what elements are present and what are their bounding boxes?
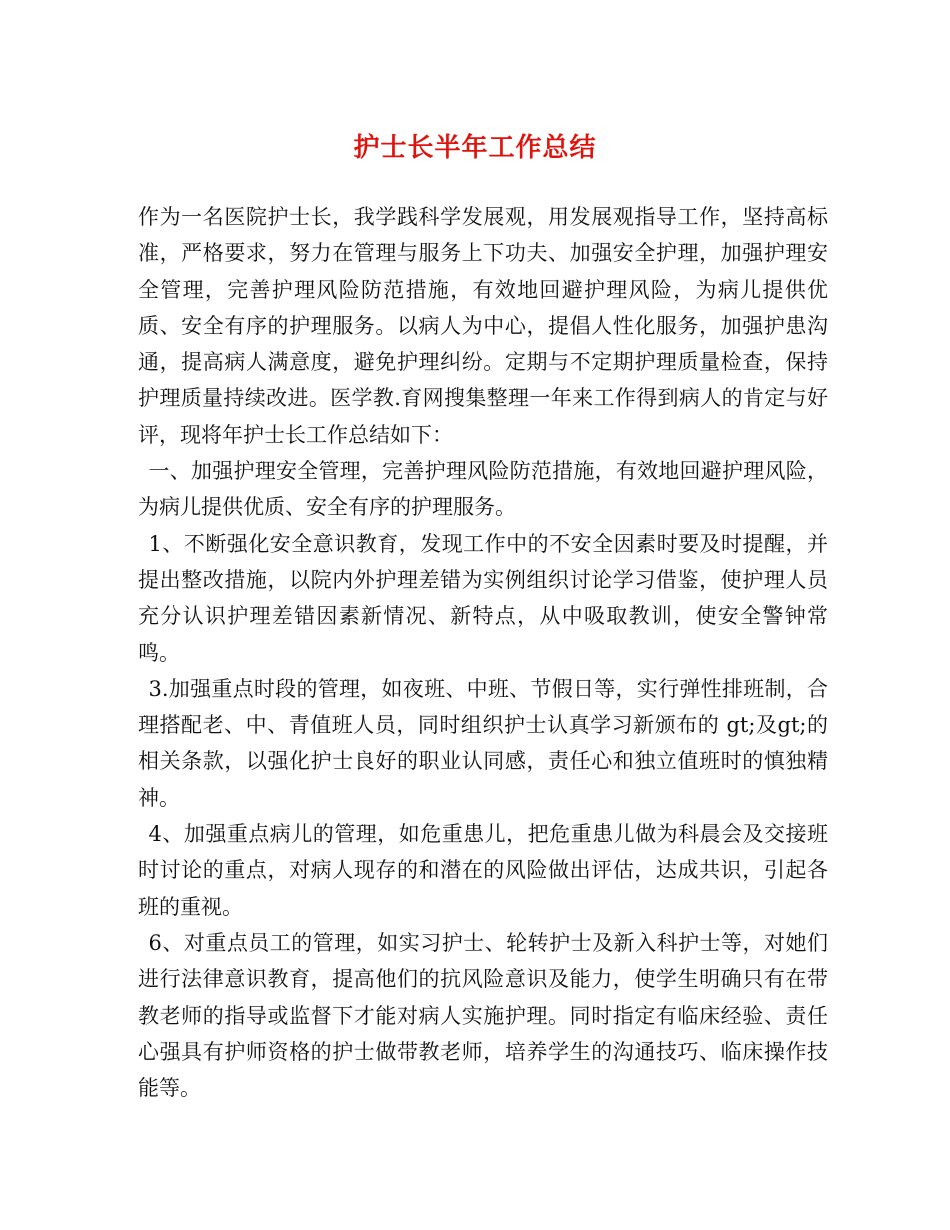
paragraph-section-1: 一、加强护理安全管理，完善护理风险防范措施，有效地回避护理风险，为病儿提供优质、安全有序的护理服务。 [138,459,828,520]
paragraph-item-3: 3.加强重点时段的管理，如夜班、中班、节假日等，实行弹性排班制，合理搭配老、中、青值班人员，同时组织护士认真学习新颁布的 gt;及gt;的相关条款，以强化护士良好的职业认同感，责任心和独立值班时的慎独精神。 [138,676,828,810]
document-title: 护士长半年工作总结 [353,133,597,163]
document-body [138,199,828,1106]
paragraph-intro: 作为一名医院护士长，我学践科学发展观，用发展观指导工作，坚持高标准，严格要求，努力在管理与服务上下功夫、加强安全护理，加强护理安全管理，完善护理风险防范措施，有效地回避护理风险，为病儿提供优质、安全有序的护理服务。以病人为中心，提倡人性化服务，加强护患沟通，提高病人满意度，避免护理纠纷。定期与不定期护理质量检查，保持护理质量持续改进。医学教.育网搜集整理一年来工作得到病人的肯定与好评，现将年护士长工作总结如下： [138,205,828,447]
paragraph-item-6: 6、对重点员工的管理，如实习护士、轮转护士及新入科护士等，对她们进行法律意识教育，提高他们的抗风险意识及能力，使学生明确只有在带教老师的指导或监督下才能对病人实施护理。同时指定有临床经验、责任心强具有护师资格的护士做带教老师，培养学生的沟通技巧、临床操作技能等。 [138,930,828,1101]
paragraph-item-4: 4、加强重点病儿的管理，如危重患儿，把危重患儿做为科晨会及交接班时讨论的重点，对病人现存的和潜在的风险做出评估，达成共识，引起各班的重视。 [138,822,828,919]
paragraph-item-1: 1、不断强化安全意识教育，发现工作中的不安全因素时要及时提醒，并提出整改措施，以院内外护理差错为实例组织讨论学习借鉴，使护理人员充分认识护理差错因素新情况、新特点，从中吸取教训，使安全警钟常鸣。 [138,531,828,665]
